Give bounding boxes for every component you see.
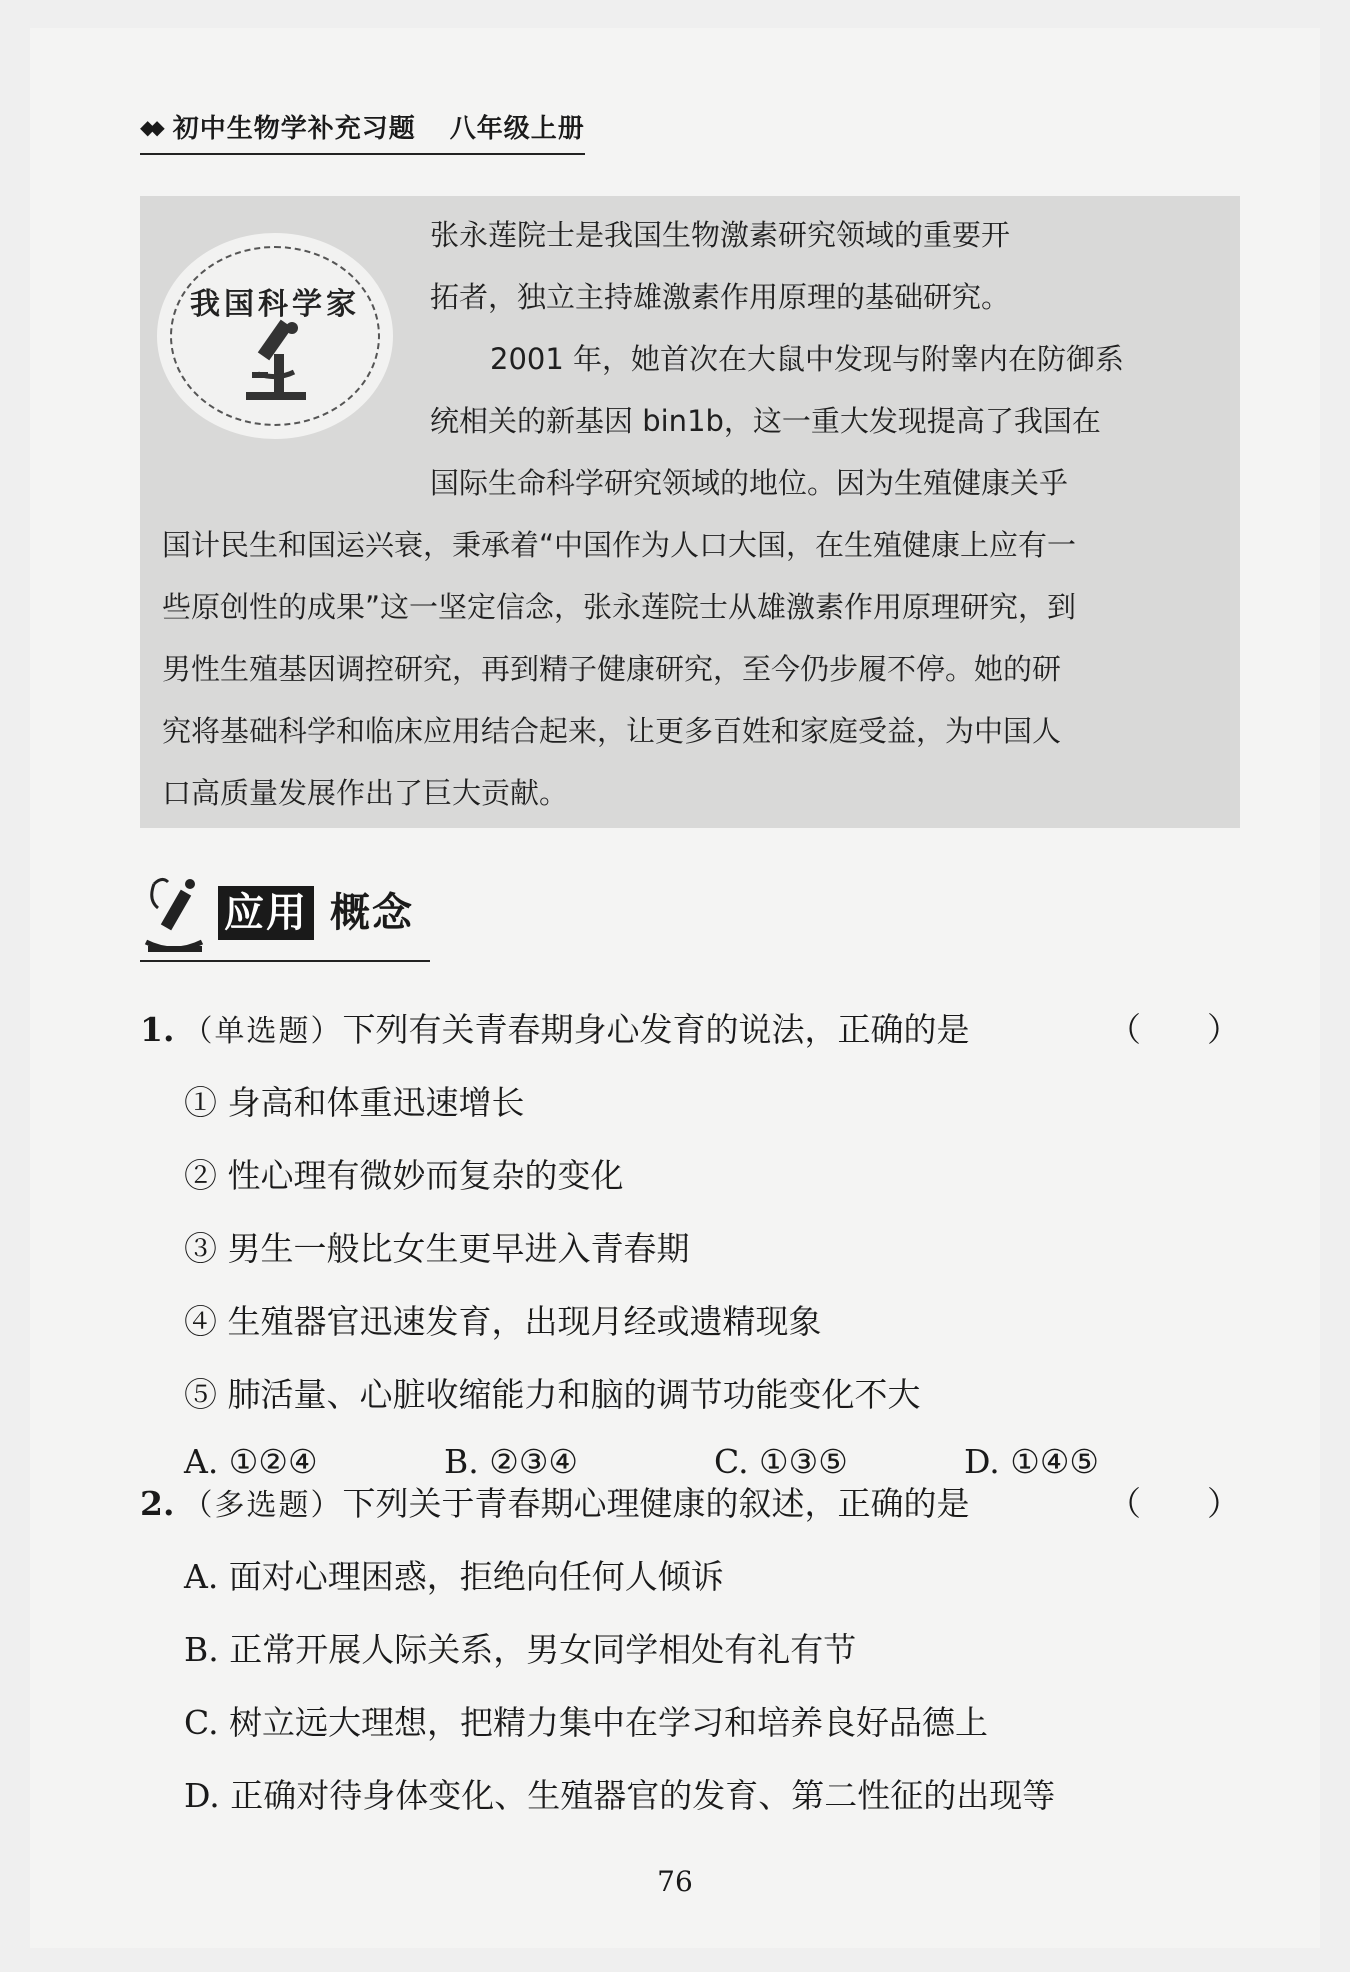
question-type: （单选题） (182, 1014, 343, 1049)
book-header (140, 108, 585, 155)
microscope-plant-icon (140, 872, 212, 954)
intro-line: 张永莲院士是我国生物激素研究领域的重要开 (430, 218, 1011, 252)
section-heading (140, 866, 430, 962)
section-label-boxed: 应用 (218, 886, 314, 940)
question-number: 2. (140, 1484, 175, 1523)
question-stem (140, 1478, 1240, 1525)
option-d[interactable]: D. 正确对待身体变化、生殖器官的发育、第二性征的出现等 (184, 1776, 1056, 1815)
statement-item: ① 身高和体重迅速增长 (184, 1083, 525, 1122)
section-label: 概念 (330, 890, 414, 936)
question-text: 下列有关青春期身心发育的说法，正确的是 (342, 1010, 970, 1049)
option-a[interactable]: A. 面对心理困惑，拒绝向任何人倾诉 (184, 1557, 724, 1596)
intro-line: 拓者，独立主持雄激素作用原理的基础研究。 (430, 280, 1011, 314)
choice-a[interactable]: A. ①②④ (184, 1442, 318, 1481)
statement-item: ③ 男生一般比女生更早进入青春期 (184, 1229, 690, 1268)
intro-line: 国际生命科学研究领域的地位。因为生殖健康关乎 (430, 466, 1069, 500)
option-c[interactable]: C. 树立远大理想，把精力集中在学习和培养良好品德上 (184, 1703, 989, 1742)
book-title: 初中生物学补充习题 (172, 114, 416, 144)
choice-row (140, 1442, 1240, 1481)
question-stem (140, 1004, 1240, 1051)
question-text: 下列关于青春期心理健康的叙述，正确的是 (342, 1484, 970, 1523)
scientist-intro-box (140, 196, 1240, 828)
intro-line: 究将基础科学和临床应用结合起来，让更多百姓和家庭受益，为中国人 (162, 714, 1062, 748)
choice-d[interactable]: D. ①④⑤ (964, 1442, 1100, 1481)
intro-line: 口高质量发展作出了巨大贡献。 (162, 776, 569, 810)
intro-line: 统相关的新基因 bin1b，这一重大发现提高了我国在 (430, 404, 1101, 438)
question-2 (140, 1478, 1240, 1817)
intro-line: 2001 年，她首次在大鼠中发现与附睾内在防御系 (490, 342, 1125, 376)
statement-item: ② 性心理有微妙而复杂的变化 (184, 1156, 624, 1195)
answer-blank[interactable]: （ ） (1108, 1010, 1240, 1049)
intro-line: 些原创性的成果”这一坚定信念，张永莲院士从雄激素作用原理研究，到 (162, 590, 1077, 624)
intro-text (140, 204, 1228, 824)
choice-c[interactable]: C. ①③⑤ (714, 1442, 848, 1481)
diamond-icon: ◆◆ (140, 114, 159, 139)
answer-blank[interactable]: （ ） (1108, 1484, 1240, 1523)
question-type: （多选题） (182, 1488, 343, 1523)
question-1 (140, 1004, 1240, 1481)
book-grade: 八年级上册 (449, 114, 585, 144)
option-b[interactable]: B. 正常开展人际关系，男女同学相处有礼有节 (184, 1630, 857, 1669)
badge-title: 我国科学家 (190, 287, 360, 322)
choice-b[interactable]: B. ②③④ (444, 1442, 578, 1481)
intro-line: 国计民生和国运兴衰，秉承着“中国作为人口大国，在生殖健康上应有一 (162, 528, 1077, 562)
intro-line: 男性生殖基因调控研究，再到精子健康研究，至今仍步履不停。她的研 (162, 652, 1062, 686)
statement-item: ⑤ 肺活量、心脏收缩能力和脑的调节功能变化不大 (184, 1375, 921, 1414)
statement-item: ④ 生殖器官迅速发育，出现月经或遗精现象 (184, 1302, 822, 1341)
page-number: 76 (657, 1865, 693, 1898)
question-number: 1. (140, 1010, 175, 1049)
